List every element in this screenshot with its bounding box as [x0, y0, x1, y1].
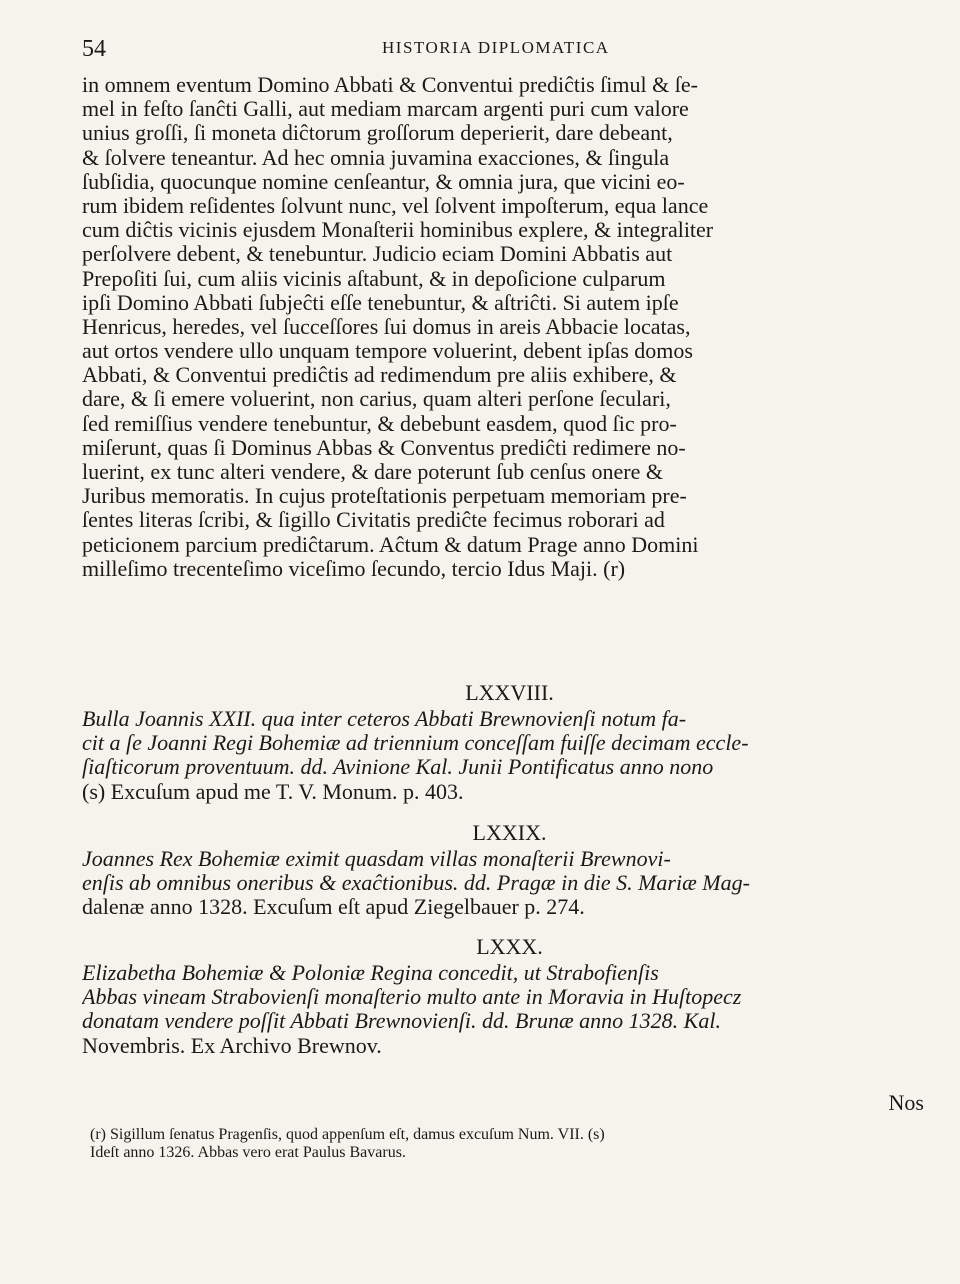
document-number: LXXIX. [472, 820, 547, 845]
entry-summary [82, 847, 937, 920]
text-line: Prepoſiti ſui, cum aliis vicinis aſtabunt, & in depoſicione culparum [82, 266, 666, 291]
footnote-line: (r) Sigillum ſenatus Pragenſis, quod appenſum eſt, damus excuſum Num. VII. (s) [90, 1126, 605, 1143]
summary-line: Abbas vineam Strabovienſi monaſterio multo ante in Moravia in Huſtopecz [82, 985, 742, 1010]
text-line: Juribus memoratis. In cujus proteſtationis perpetuam memoriam pre- [82, 484, 687, 509]
main-text-block [82, 73, 937, 581]
summary-line: dalenæ anno 1328. Excuſum eſt apud Ziegelbauer p. 274. [82, 895, 585, 920]
text-line: miſerunt, quas ſi Dominus Abbas & Conventus prediĉti redimere no- [82, 435, 686, 460]
text-line: rum ibidem reſidentes ſolvunt nunc, vel ſolvent impoſterum, equa lance [82, 193, 709, 218]
text-line: ſed remiſſius vendere tenebuntur, & debebunt easdem, quod ſic pro- [82, 411, 677, 436]
summary-line: donatam vendere poſſit Abbati Brewnovienſi. dd. Brunæ anno 1328. Kal. [82, 1009, 721, 1034]
summary-line: (s) Excuſum apud me T. V. Monum. p. 403. [82, 779, 464, 804]
document-number: LXXVIII. [465, 680, 554, 705]
summary-line: enſis ab omnibus oneribus & exaĉtionibus. dd. Pragæ in die S. Mariæ Mag- [82, 871, 750, 896]
summary-line: ſiaſticorum proventuum. dd. Avinione Kal. Junii Pontificatus anno nono [82, 755, 714, 780]
text-line: perſolvere debent, & tenebuntur. Judicio eciam Domini Abbatis aut [82, 242, 673, 267]
text-line: in omnem eventum Domino Abbati & Conventui prediĉtis ſimul & ſe- [82, 73, 698, 97]
entry-summary [82, 707, 937, 804]
footnotes [90, 1126, 935, 1162]
text-line: dare, & ſi emere voluerint, non carius, quam alteri perſone ſeculari, [82, 387, 671, 412]
summary-line: Joannes Rex Bohemiæ eximit quasdam villas monaſterii Brewnovi- [82, 847, 671, 871]
running-title: HISTORIA DIPLOMATICA [382, 38, 610, 57]
catch-word: Nos [888, 1090, 924, 1115]
text-line: Abbati, & Conventui prediĉtis ad redimendum pre aliis exhibere, & [82, 363, 677, 388]
text-line: & ſolvere teneantur. Ad hec omnia juvamina exacciones, & ſingula [82, 145, 670, 170]
text-line: peticionem parcium prediĉtarum. Aĉtum & datum Prage anno Domini [82, 532, 699, 557]
text-line: unius groſſi, ſi moneta diĉtorum groſſorum deperierit, dare debeant, [82, 121, 673, 146]
summary-line: Bulla Joannis XXII. qua inter ceteros Abbati Brewnovienſi notum fa- [82, 707, 687, 731]
text-line: milleſimo trecenteſimo viceſimo ſecundo, tercio Idus Maji. (r) [82, 556, 626, 581]
text-line: mel in feſto ſanĉti Galli, aut mediam marcam argenti puri cum valore [82, 97, 689, 122]
text-line: luerint, ex tunc alteri vendere, & dare poterunt ſub cenſus onere & [82, 460, 663, 484]
entry-summary [82, 961, 937, 1058]
text-line: ſubſidia, quocunque nomine cenſeantur, & omnia jura, que vicini eo- [82, 169, 685, 194]
summary-line: cit a ſe Joanni Regi Bohemiæ ad triennium conceſſam fuiſſe decimam eccle- [82, 731, 749, 756]
document-number: LXXX. [476, 934, 543, 959]
text-line: ipſi Domino Abbati ſubjeĉti eſſe tenebuntur, & aſtriĉti. Si autem ipſe [82, 290, 679, 315]
summary-line: Elizabetha Bohemiæ & Poloniæ Regina concedit, ut Strabofienſis [82, 961, 659, 985]
text-line: ſentes literas ſcribi, & ſigillo Civitatis prediĉte fecimus roborari ad [82, 508, 665, 533]
page-number: 54 [82, 36, 106, 62]
footnote-line: Ideſt anno 1326. Abbas vero erat Paulus Bavarus. [90, 1144, 406, 1161]
text-line: aut ortos vendere ullo unquam tempore voluerint, debent ipſas domos [82, 339, 693, 364]
running-head [82, 30, 920, 64]
text-line: cum diĉtis vicinis ejusdem Monaſterii hominibus explere, & integraliter [82, 218, 714, 243]
text-line: Henricus, heredes, vel ſucceſſores ſui domus in areis Abbacie locatas, [82, 314, 691, 339]
summary-line: Novembris. Ex Archivo Brewnov. [82, 1033, 382, 1058]
